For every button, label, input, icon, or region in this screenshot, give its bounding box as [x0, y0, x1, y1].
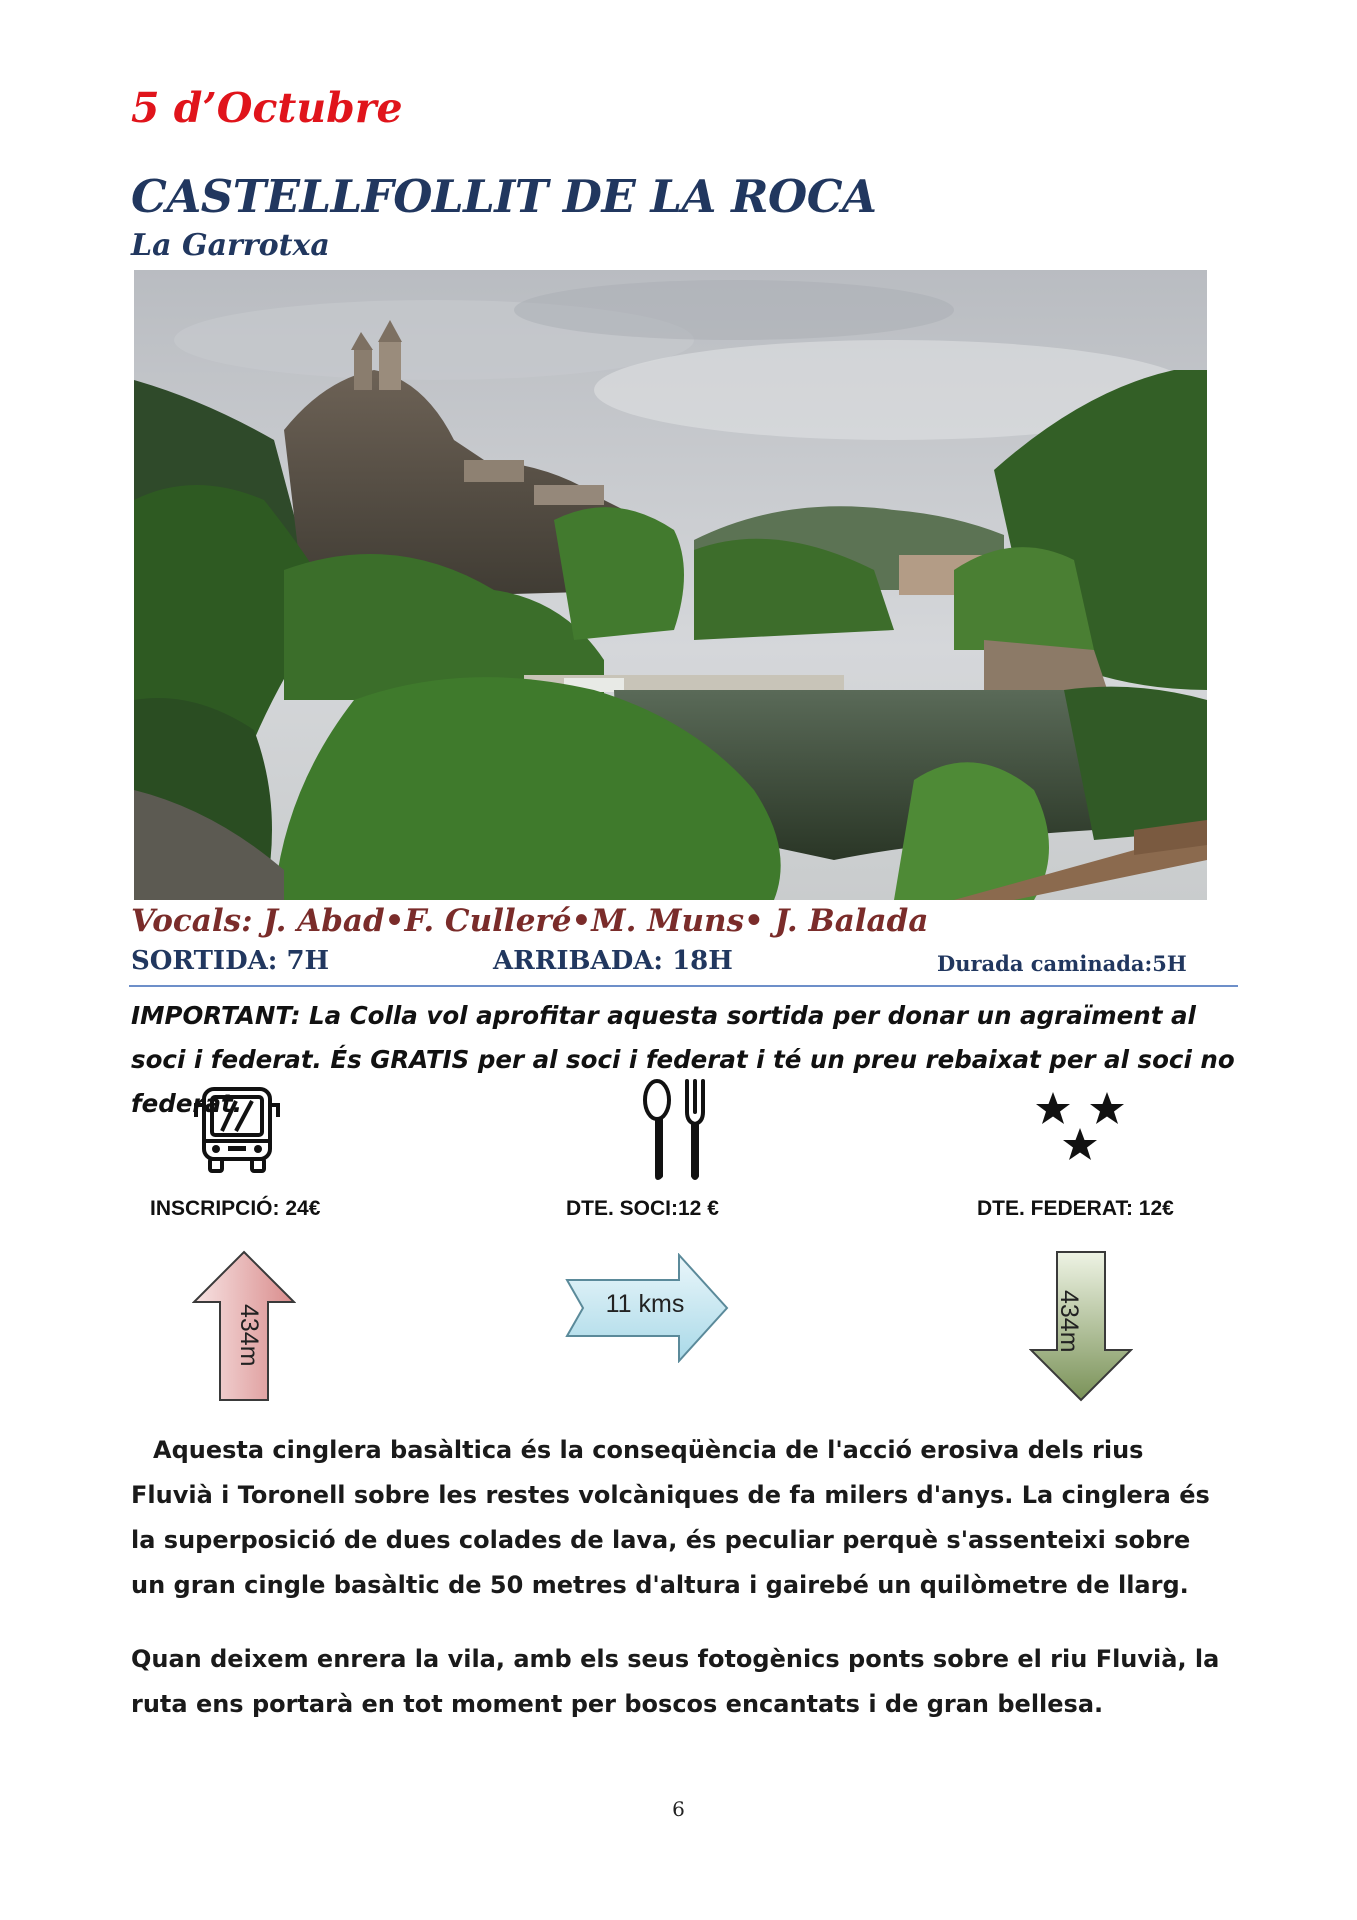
guides-line: Vocals: J. Abad•F. Culleré•M. Muns• J. Balada: [131, 903, 929, 939]
bus-icon: [190, 1083, 284, 1177]
description-paragraph: Quan deixem enrera la vila, amb els seus fotogènics ponts sobre el riu Fluvià, la ruta ens portarà en tot moment per boscos encantats i de gran bellesa.: [131, 1645, 1220, 1718]
important-note: IMPORTANT: La Colla vol aprofitar aquesta sortida per donar un agraïment al soci i federat. És GRATIS per al soci i federat i té un preu rebaixat per al soci no federat.: [131, 1001, 1235, 1118]
arrival-time: ARRIBADA: 18H: [493, 946, 733, 976]
ascent-label: 434m: [235, 1304, 263, 1367]
description-paragraph: Aquesta cinglera basàltica és la conseqüència de l'acció erosiva dels rius Fluvià i Toronell sobre les restes volcàniques de fa milers d'anys. La cinglera és la superposició de dues colades de lava, és peculiar perquè s'assenteixi sobre un gran cingle basàltic de 50 metres d'altura i gairebé un quilòmetre de llarg.: [131, 1436, 1210, 1599]
landscape-photo: [134, 270, 1207, 900]
departure-time: SORTIDA: 7H: [131, 946, 330, 976]
walking-duration: Durada caminada:5H: [937, 951, 1187, 976]
stars-icon: [1035, 1090, 1125, 1170]
page-title: CASTELLFOLLIT DE LA ROCA: [131, 170, 877, 223]
federated-discount: DTE. FEDERAT: 12€: [977, 1197, 1174, 1220]
descent-label: 434m: [1055, 1290, 1083, 1353]
section-divider: [129, 985, 1238, 987]
registration-price: INSCRIPCIÓ: 24€: [150, 1197, 321, 1220]
page-number: 6: [672, 1797, 685, 1821]
event-date: 5 d’Octubre: [131, 84, 403, 132]
spoon-fork-icon: [637, 1078, 717, 1183]
region-subtitle: La Garrotxa: [131, 228, 330, 263]
distance-label: 11 kms: [605, 1290, 685, 1318]
member-discount: DTE. SOCI:12 €: [566, 1197, 719, 1220]
